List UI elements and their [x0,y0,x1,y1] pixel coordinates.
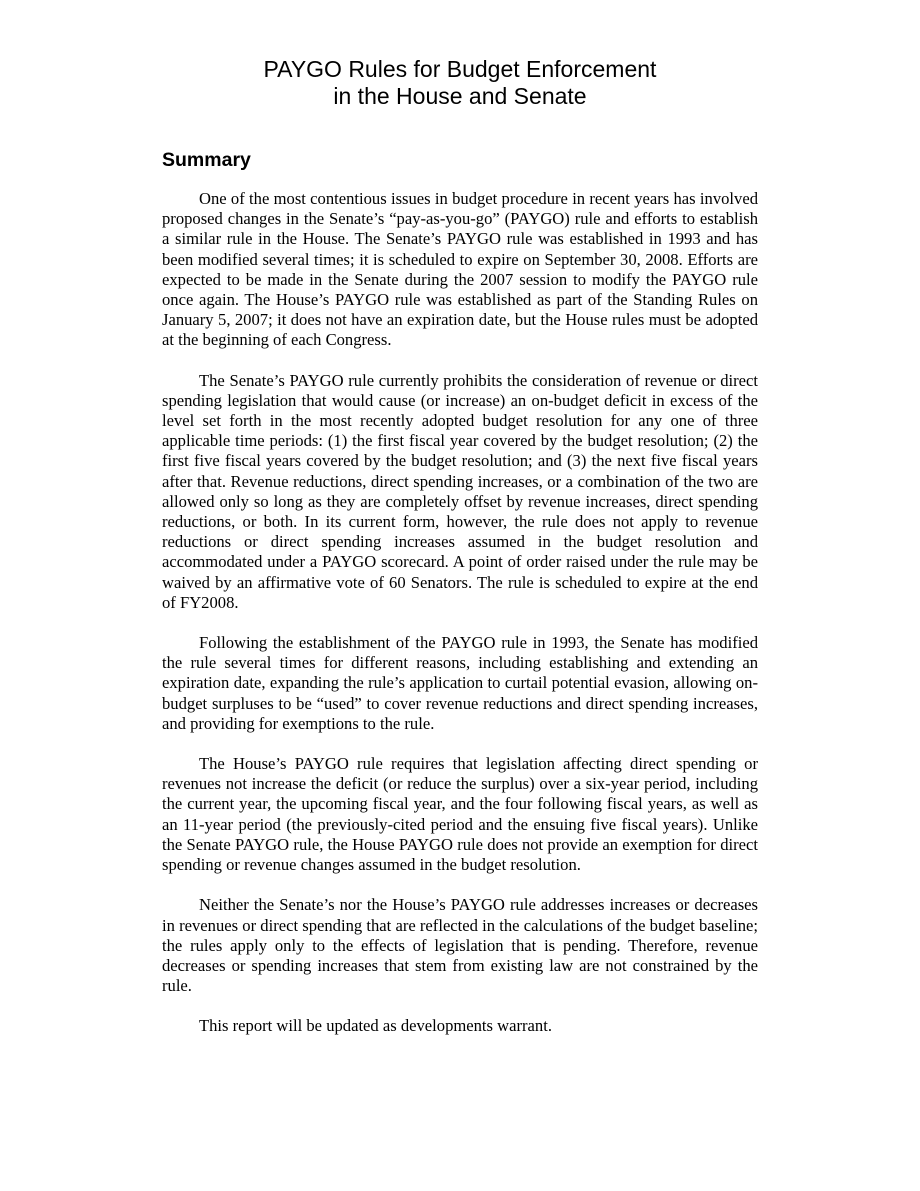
summary-paragraph-6: This report will be updated as developments warrant. [199,1016,552,1036]
title-line-2: in the House and Senate [333,83,587,109]
summary-paragraph-4: The House’s PAYGO rule requires that legislation affecting direct spending or revenues not increase the deficit (or reduce the surplus) over a six-year period, including the current year, the upcoming fiscal year, and the four following fiscal years, as well as an 11-year period (the previously-cited period and the ensuing five fiscal years). Unlike the Senate PAYGO rule, the House PAYGO rule does not provide an exemption for direct spending or revenue changes assumed in the budget resolution. [162,754,758,875]
summary-paragraph-2: The Senate’s PAYGO rule currently prohibits the consideration of revenue or direct spending legislation that would cause (or increase) an on-budget deficit in excess of the level set forth in the most recently adopted budget resolution for any one of three applicable time periods: (1) the first fiscal year covered by the budget resolution; (2) the first five fiscal years covered by the budget resolution; and (3) the next five fiscal years after that. Revenue reductions, direct spending increases, or a combination of the two are allowed only so long as they are completely offset by revenue increases, direct spending reductions, or both. In its current form, however, the rule does not apply to revenue reductions or direct spending increases assumed in the budget resolution and accommodated under a PAYGO scorecard. A point of order raised under the rule may be waived by an affirmative vote of 60 Senators. The rule is scheduled to expire at the end of FY2008. [162,370,758,612]
document-page [162,56,758,1037]
summary-heading: Summary [162,149,251,171]
summary-paragraph-3: Following the establishment of the PAYGO rule in 1993, the Senate has modified the rule several times for different reasons, including establishing and extending an expiration date, expanding the rule’s application to curtail potential evasion, allowing on-budget surpluses to be “used” to cover revenue reductions and direct spending increases, and providing for exemptions to the rule. [162,633,758,733]
summary-paragraph-5: Neither the Senate’s nor the House’s PAYGO rule addresses increases or decreases in revenues or direct spending that are reflected in the calculations of the budget baseline; the rules apply only to the effects of legislation that is pending. Therefore, revenue decreases or spending increases that stem from existing law are not constrained by the rule. [162,895,758,996]
title-line-1: PAYGO Rules for Budget Enforcement [263,56,657,82]
document-title [162,56,758,110]
summary-paragraph-1: One of the most contentious issues in budget procedure in recent years has involved proposed changes in the Senate’s “pay-as-you-go” (PAYGO) rule and efforts to establish a similar rule in the House. The Senate’s PAYGO rule was established in 1993 and has been modified several times; it is scheduled to expire on September 30, 2008. Efforts are expected to be made in the Senate during the 2007 session to modify the PAYGO rule once again. The House’s PAYGO rule was established as part of the Standing Rules on January 5, 2007; it does not have an expiration date, but the House rules must be adopted at the beginning of each Congress. [162,189,758,350]
